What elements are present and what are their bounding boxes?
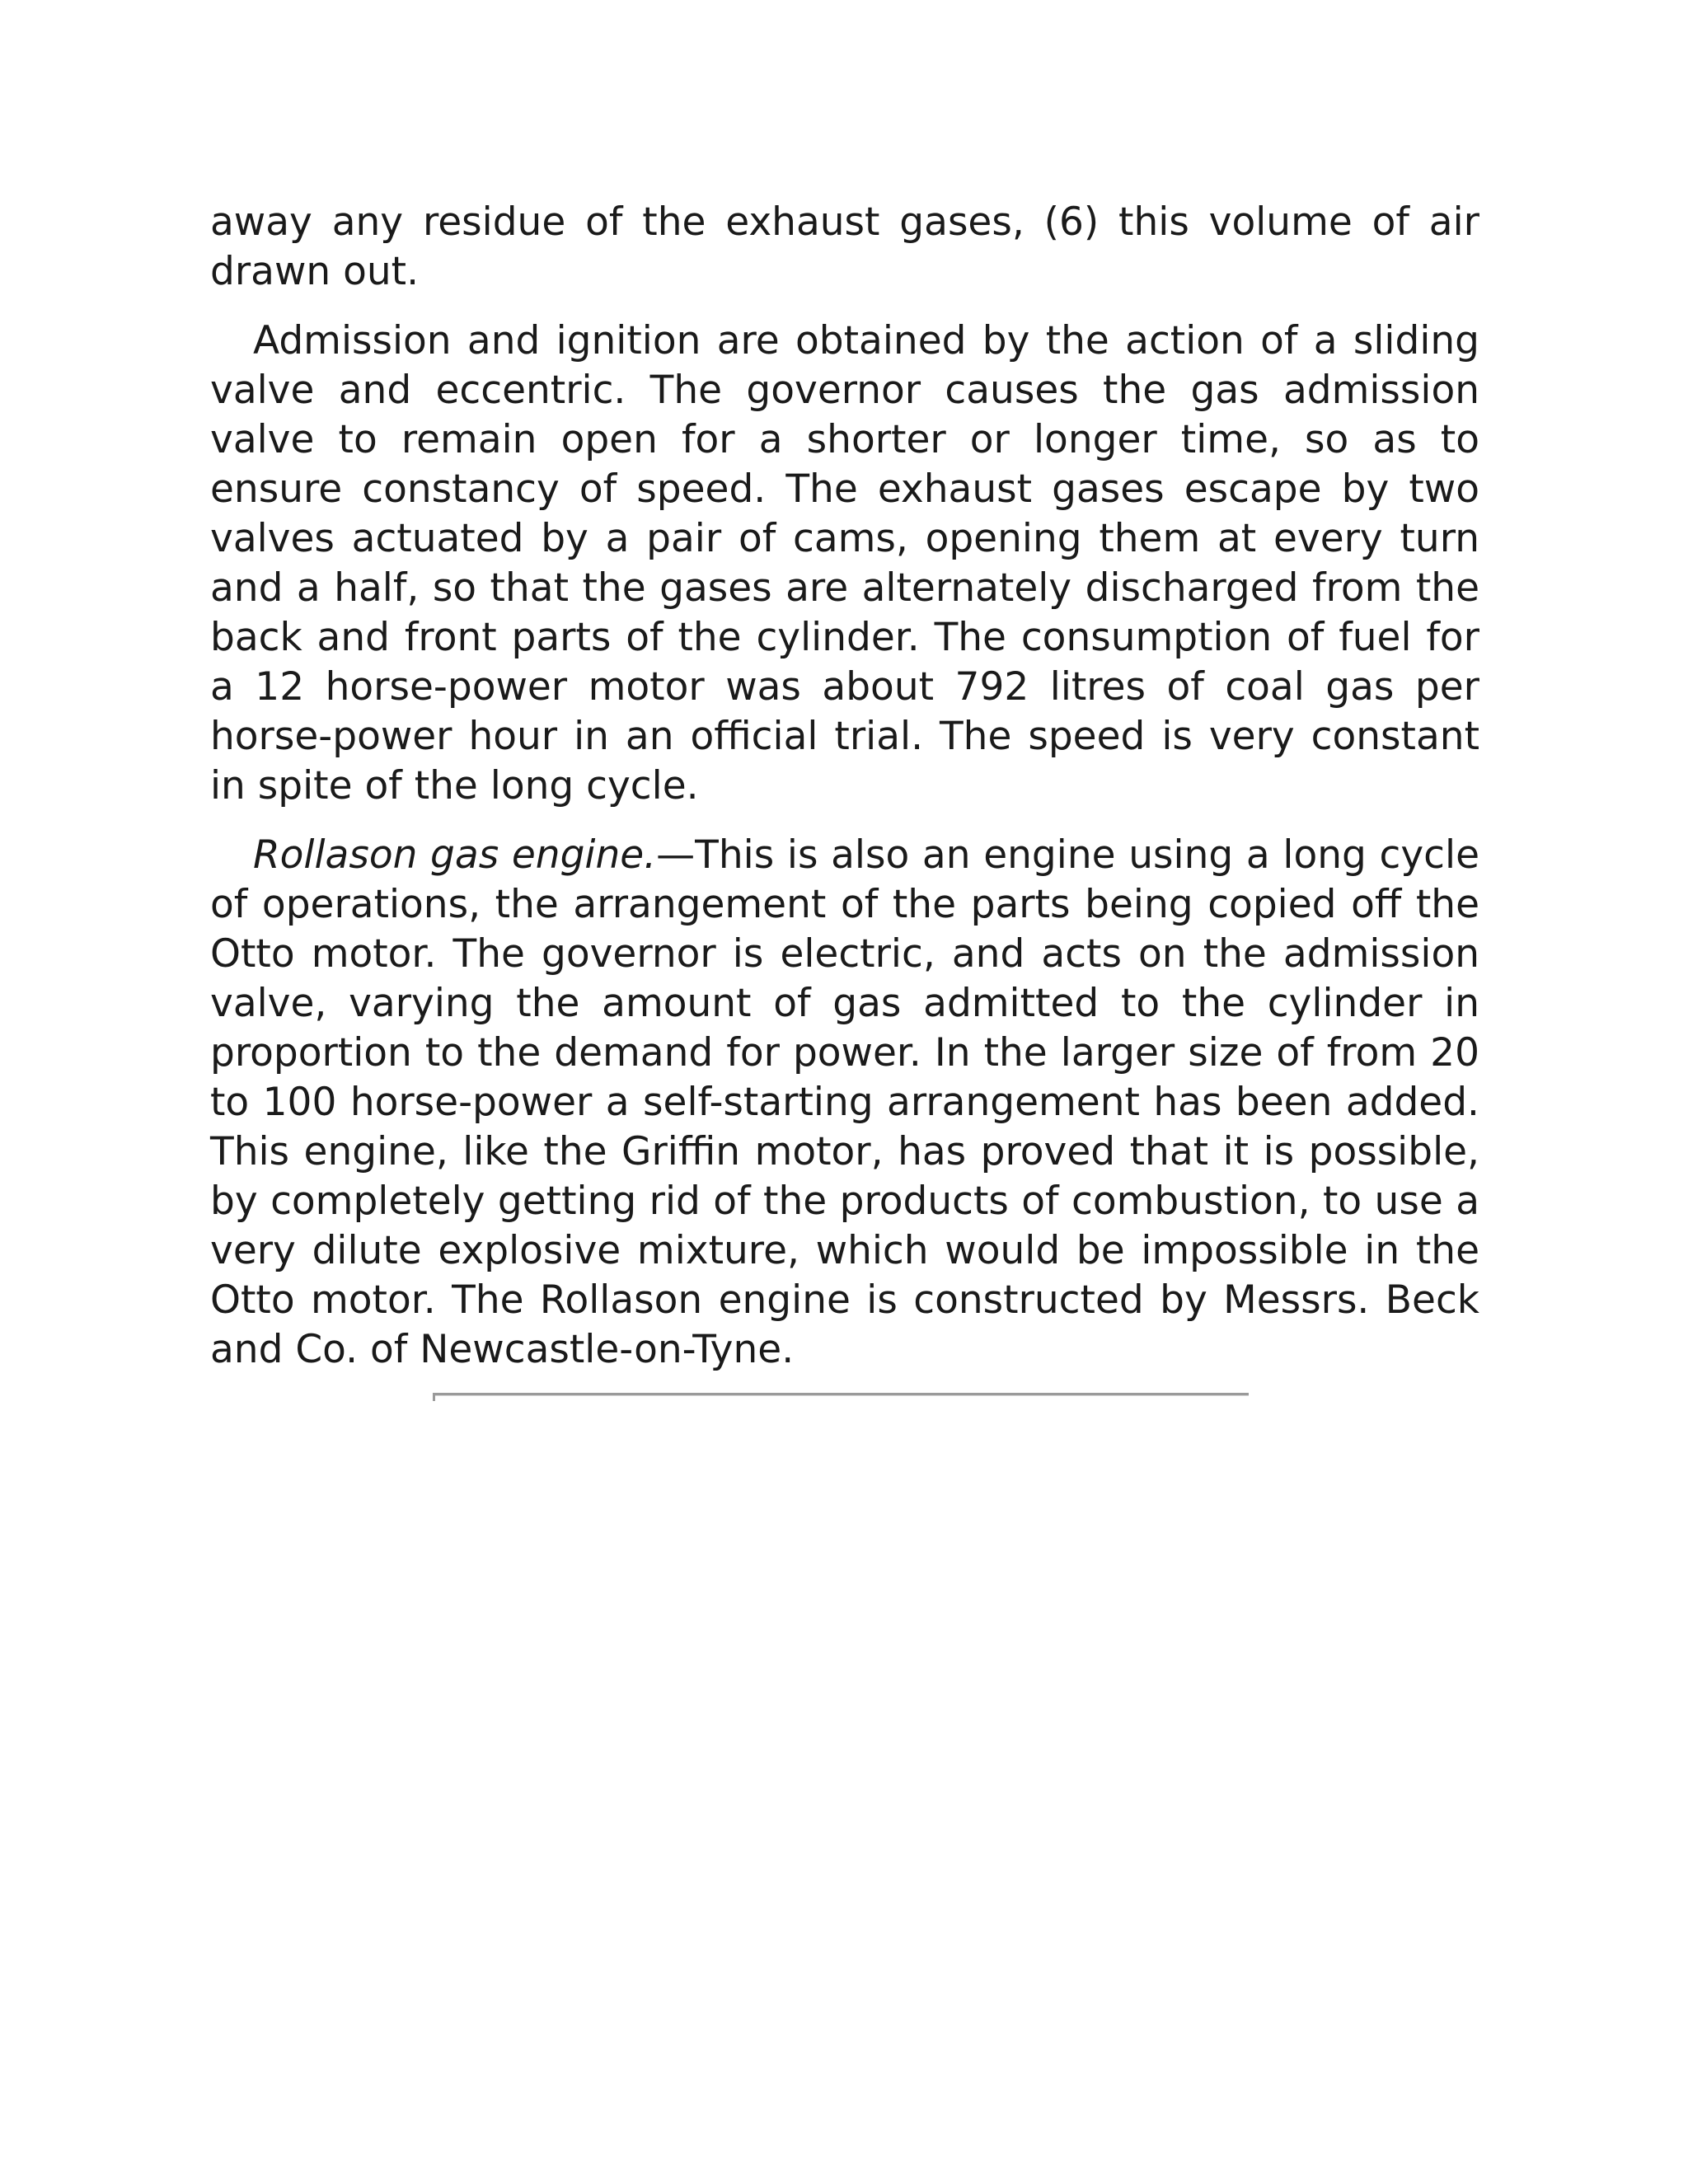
paragraph-admission-ignition: Admission and ignition are obtained by the action of a sliding valve and eccentric. The governor causes the gas admission valve to remain open for a shorter or longer time, so as to ensure constancy of speed. The exhaust gases escape by two valves actuated by a pair of cams, opening them at every turn and a half, so that the gases are alternately discharged from the back and front parts of the cylinder. The consumption of fuel for a 12 horse-power motor was about 792 litres of coal gas per horse-power hour in an official trial. The speed is very constant in spite of the long cycle. (210, 318, 1479, 808)
document-body (210, 198, 1479, 1394)
section-divider (433, 1393, 1249, 1396)
section-heading-rollason: Rollason gas engine. (253, 832, 657, 878)
section-divider-tick (433, 1393, 435, 1401)
paragraph-continuation: away any residue of the exhaust gases, (6) this volume of air drawn out. (210, 199, 1479, 294)
paragraph-rollason-text: —This is also an engine using a long cycle of operations, the arrangement of the parts being copied off the Otto motor. The governor is electric, and acts on the admission valve, varying the amount of gas admitted to the cylinder in proportion to the demand for power. In the larger size of from 20 to 100 horse-power a self-starting arrangement has been added. This engine, like the Griffin motor, has proved that it is possible, by completely getting rid of the products of combustion, to use a very dilute explosive mixture, which would be impossible in the Otto motor. The Rollason engine is constructed by Messrs. Beck and Co. of Newcastle-on-Tyne. (210, 832, 1480, 1372)
paragraph-rollason-engine (210, 831, 1479, 1375)
